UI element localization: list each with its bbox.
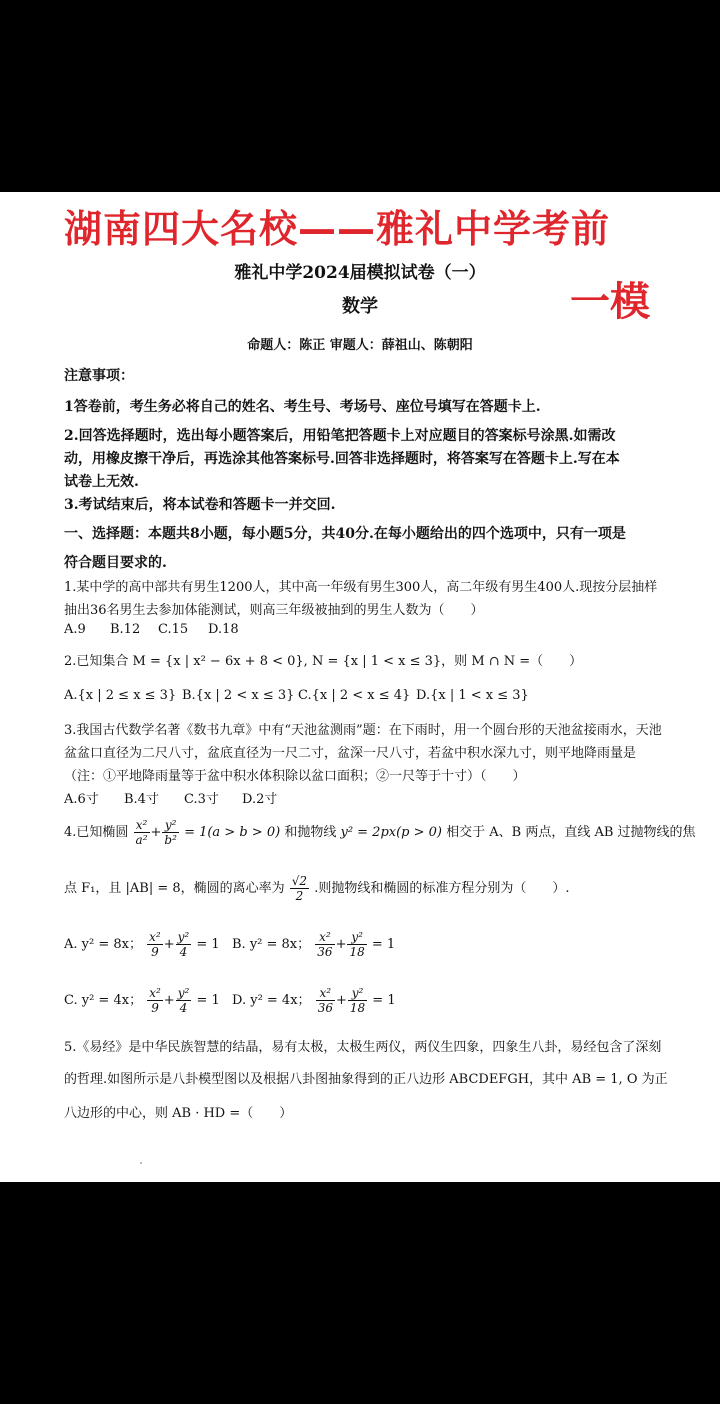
q3-option-d: D.2寸: [242, 792, 278, 807]
q4-ellipse-tail: = 1(a > b > 0): [184, 825, 281, 840]
q1-line-2: 抽出36名男生去参加体能测试，则高三年级被抽到的男生人数为（ ）: [64, 603, 484, 618]
q4-option-d-frac2: [348, 986, 367, 1015]
q4-d-d1: 36: [317, 1001, 333, 1015]
q4-option-b-pre: B. y² = 8x；: [232, 937, 311, 952]
exam-page: [0, 192, 720, 1182]
q4-x2: x²: [134, 818, 150, 833]
scan-speck: [140, 1162, 142, 1164]
q4-d-x2: x²: [316, 986, 335, 1001]
q4-ecc-num: √2: [291, 874, 308, 888]
notes-heading: 注意事项：: [64, 368, 134, 384]
q2-stem: 2.已知集合 M = {x | x² − 6x + 8 < 0}, N = {x | 1 < x ≤ 3}，则 M ∩ N =（ ）: [64, 654, 583, 669]
q4-option-c-frac1: [147, 986, 163, 1015]
q1-option-a: A.9: [64, 622, 86, 637]
authors-line: 命题人：陈正 审题人：薛祖山、陈朝阳: [247, 338, 473, 353]
section-1-line-1: 一、选择题：本题共8小题，每小题5分，共40分.在每小题给出的四个选项中，只有一项是: [64, 526, 626, 542]
q4-b-x2: x²: [315, 930, 334, 945]
q3-option-c: C.3寸: [184, 792, 219, 807]
q4-y2: y²: [162, 818, 179, 833]
q4-option-a-eq: = 1: [196, 937, 220, 952]
q3-line-3: （注：①平地降雨量等于盆中积水体积除以盆口面积；②一尺等于十寸）（ ）: [64, 769, 526, 784]
q2-option-c: C.{x | 2 < x ≤ 4}: [298, 688, 411, 703]
q4-b2: b²: [164, 833, 177, 847]
q4-parabola: y² = 2px(p > 0): [340, 825, 442, 840]
q2-option-a: A.{x | 2 ≤ x ≤ 3}: [64, 688, 177, 703]
q4-text-3: 相交于 A、B 两点，直线 AB 过抛物线的焦: [446, 825, 696, 840]
q4-option-c: C. y² = 4x； $\frac{\text{x²}}{9}$ + $\frac{\text{y²}}{4}$ = 1: [64, 986, 220, 1015]
q4-option-a-pre: A. y² = 8x；: [64, 937, 142, 952]
q4-option-b-eq: = 1: [371, 937, 396, 952]
q4-ellipse-x-fraction: [134, 818, 150, 847]
q3-option-a: A.6寸: [64, 792, 99, 807]
q4-line-2b: .则抛物线和椭圆的标准方程分别为（ ）.: [314, 881, 570, 896]
q4-c-d1: 9: [151, 1001, 159, 1015]
q4-option-b-frac2: [347, 930, 366, 959]
exam-title: 雅礼中学2024届模拟试卷（一）: [234, 263, 486, 283]
q4-ecc-den: 2: [295, 889, 304, 903]
q3-option-b: B.4寸: [124, 792, 159, 807]
banner-headline: 湖南四大名校——雅礼中学考前: [64, 207, 611, 251]
note-2-line-1: 2.回答选择题时，选出每小题答案后，用铅笔把答题卡上对应题目的答案标号涂黑.如需改: [64, 428, 616, 444]
q4-line-2a: 点 F₁，且 |AB| = 8，椭圆的离心率为: [64, 881, 285, 896]
q4-c-x2: x²: [149, 986, 161, 1000]
q4-option-d-pre: D. y² = 4x；: [232, 993, 311, 1008]
q5-line-3: 八边形的中心，则 AB · HD =（ ）: [64, 1106, 293, 1121]
q4-option-d-eq: = 1: [372, 993, 396, 1008]
q5-line-1: 5.《易经》是中华民族智慧的结晶，易有太极，太极生两仪，两仪生四象，四象生八卦，易经包含了深刻: [64, 1040, 662, 1055]
q4-option-a-frac2: [176, 930, 192, 959]
q3-line-2: 盆盆口直径为二尺八寸，盆底直径为一尺二寸，盆深一尺八寸，若盆中积水深九寸，则平地降雨量是: [64, 746, 637, 761]
q1-option-c: C.15: [158, 622, 189, 637]
q1-line-1: 1.某中学的高中部共有男生1200人，其中高一年级有男生300人，高二年级有男生400人.现按分层抽样: [64, 580, 658, 595]
q4-text-2: 和抛物线: [284, 825, 337, 840]
q4-a-d1: 9: [151, 945, 159, 959]
q4-a2: a²: [135, 833, 148, 847]
q4-b-y2: y²: [347, 930, 366, 945]
q4-d-d2: 18: [349, 1001, 366, 1015]
q5-line-2: 的哲理.如图所示是八卦模型图以及根据八卦图抽象得到的正八边形 ABCDEFGH，其中 AB = 1, O 为正: [64, 1072, 668, 1087]
q4-option-c-eq: = 1: [196, 993, 220, 1008]
q4-option-d-frac1: [316, 986, 335, 1015]
q4-b-d1: 36: [317, 945, 333, 959]
q4-ellipse-y-fraction: [162, 818, 179, 847]
q4-a-y2: y²: [177, 930, 190, 944]
q4-option-b-frac1: [315, 930, 334, 959]
q4-text-1: 4.已知椭圆: [64, 825, 129, 840]
note-3: 3.考试结束后，将本试卷和答题卡一并交回.: [64, 497, 336, 513]
q4-option-a: A. y² = 8x； $\frac{\text{x²}}{9}$ + $\frac{\text{y²}}{4}$ = 1: [64, 930, 220, 959]
q1-option-d: D.18: [208, 622, 239, 637]
q4-option-c-pre: C. y² = 4x；: [64, 993, 143, 1008]
q4-eccentricity: [290, 874, 309, 903]
q4-d-y2: y²: [348, 986, 367, 1001]
q4-line-2: [64, 874, 569, 903]
section-1-line-2: 符合题目要求的.: [64, 555, 167, 571]
note-1: 1答卷前，考生务必将自己的姓名、考生号、考场号、座位号填写在答题卡上.: [64, 399, 541, 415]
q2-option-b: B.{x | 2 < x ≤ 3}: [182, 688, 295, 703]
banner-tag: 一模: [570, 279, 650, 325]
q4-c-y2: y²: [177, 986, 190, 1000]
q1-option-b: B.12: [110, 622, 141, 637]
q4-option-d: D. y² = 4x； $\frac{\text{x²}}{36}$ + $\frac{\text{y²}}{18}$ = 1: [232, 986, 396, 1015]
q4-a-x2: x²: [149, 930, 161, 944]
q4-option-a-frac1: [147, 930, 163, 959]
q4-option-b: B. y² = 8x； $\frac{\text{x²}}{36}$ + $\frac{\text{y²}}{18}$ = 1: [232, 930, 396, 959]
q3-line-1: 3.我国古代数学名著《数书九章》中有“天池盆测雨”题：在下雨时，用一个圆台形的天池盆接雨水，天池: [64, 723, 662, 738]
note-2-line-2: 动，用橡皮擦干净后，再选涂其他答案标号.回答非选择题时，将答案写在答题卡上.写在本: [64, 451, 620, 467]
q4-option-c-frac2: [176, 986, 192, 1015]
q4-a-d2: 4: [179, 945, 188, 959]
q4-b-d2: 18: [349, 945, 365, 959]
q2-option-d: D.{x | 1 < x ≤ 3}: [416, 688, 529, 703]
note-2-line-3: 试卷上无效.: [64, 474, 139, 490]
q4-stem: 4.已知椭圆 $\frac{\text{x²}}{\text{a²}}$ + $\frac{\text{y²}}{\text{b²}}$ = 1(a > b > 0) 和抛物线 y² = 2px(p > 0) 相交于 A、B 两点，直线 AB 过抛物线的焦: [64, 818, 696, 847]
subject-title: 数学: [342, 296, 378, 317]
q4-c-d2: 4: [179, 1001, 188, 1015]
